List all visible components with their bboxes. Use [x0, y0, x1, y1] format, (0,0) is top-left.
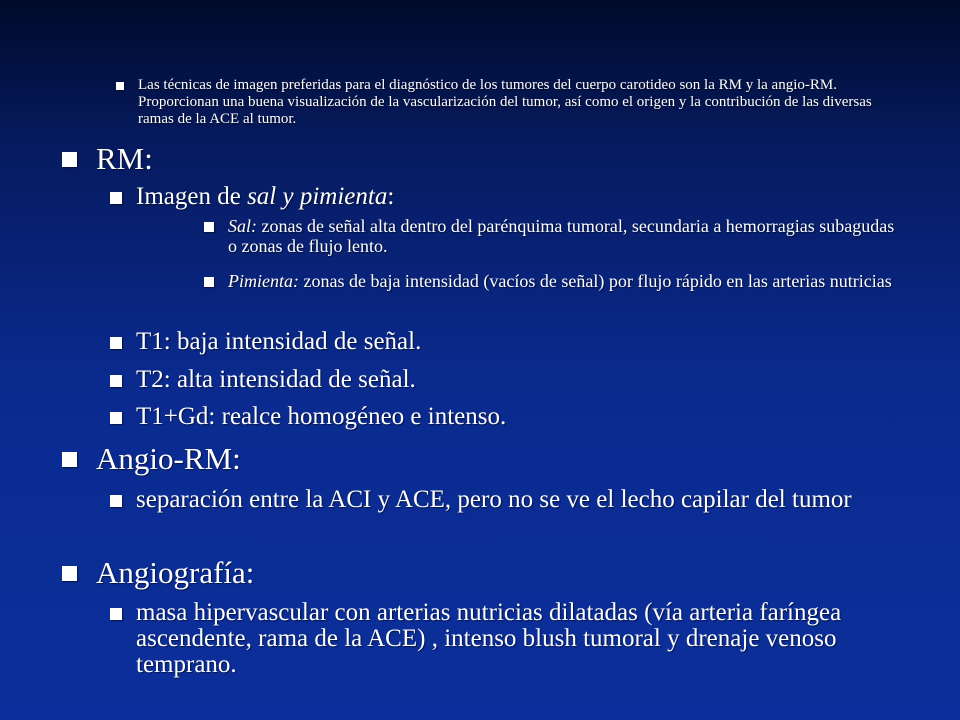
square-bullet-icon	[62, 452, 77, 467]
pimienta-item	[204, 271, 904, 291]
t1gd-item	[110, 404, 920, 430]
square-bullet-icon	[110, 337, 122, 349]
sal-description: zonas de señal alta dentro del parénquima tumoral, secundaria a hemorragias subagudas o zonas de flujo lento.	[228, 216, 895, 256]
square-bullet-icon	[204, 277, 214, 287]
t1-text: T1: baja intensidad de señal.	[136, 328, 422, 355]
pimienta-text	[228, 271, 904, 291]
square-bullet-icon	[62, 566, 77, 581]
sal-pimienta-suffix: :	[387, 183, 395, 210]
t1-item	[110, 329, 920, 355]
pimienta-description: zonas de baja intensidad (vacíos de señal) por flujo rápido en las arterias nutricias	[298, 271, 892, 291]
t1gd-text: T1+Gd: realce homogéneo e intenso.	[136, 403, 507, 430]
square-bullet-icon	[110, 608, 122, 620]
angiografia-text: masa hipervascular con arterias nutricias dilatadas (vía arteria faríngea ascendente, rama de la ACE) , intenso blush tumoral y drenaje venoso temprano.	[136, 599, 842, 678]
angiografia-heading	[62, 556, 922, 590]
sal-item	[204, 216, 904, 256]
sal-pimienta-italic: sal y pimienta	[247, 183, 388, 210]
square-bullet-icon	[204, 222, 214, 232]
sal-text	[228, 216, 904, 256]
angio-rm-heading-text: Angio-RM:	[96, 441, 241, 476]
sal-pimienta-item	[110, 184, 920, 210]
angio-rm-heading	[62, 442, 922, 476]
rm-heading-text: RM:	[96, 141, 153, 176]
t2-item	[110, 367, 920, 393]
square-bullet-icon	[110, 495, 122, 507]
sal-pimienta-prefix: Imagen de	[136, 183, 248, 210]
sal-label: Sal:	[228, 216, 257, 236]
intro-text: Las técnicas de imagen preferidas para el diagnóstico de los tumores del cuerpo carotideo son la RM y la angio-RM. Proporcionan una buena visualización de la vascularización del tumor, así como el origen y la contribución de las diversas ramas de la ACE al tumor.	[138, 77, 872, 127]
angio-rm-text: separación entre la ACI y ACE, pero no se ve el lecho capilar del tumor	[136, 486, 852, 513]
intro-paragraph	[116, 77, 906, 128]
sal-pimienta-text	[136, 184, 920, 210]
t2-text: T2: alta intensidad de señal.	[136, 366, 416, 393]
pimienta-label: Pimienta:	[228, 271, 299, 291]
square-bullet-icon	[110, 375, 122, 387]
rm-heading	[62, 142, 922, 176]
square-bullet-icon	[110, 192, 122, 204]
square-bullet-icon	[62, 152, 77, 167]
square-bullet-icon	[110, 412, 122, 424]
angiografia-item	[110, 600, 910, 678]
angiografia-heading-text: Angiografía:	[96, 555, 255, 590]
angio-rm-item	[110, 487, 910, 513]
square-bullet-icon	[116, 82, 124, 90]
